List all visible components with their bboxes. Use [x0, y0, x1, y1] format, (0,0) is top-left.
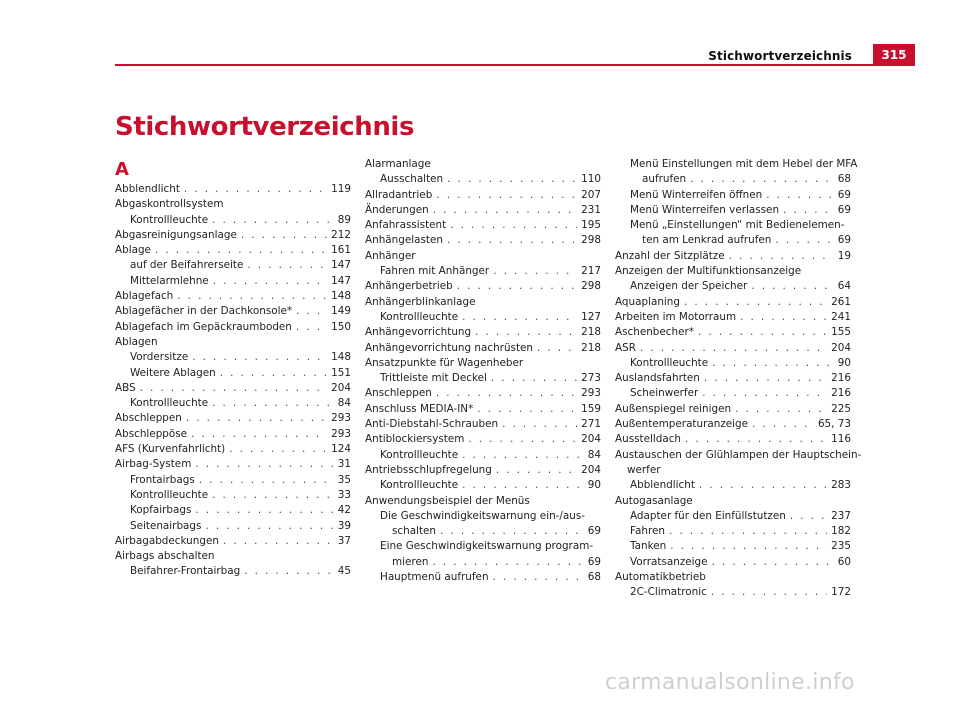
index-entry [115, 457, 351, 472]
dot-leader [447, 233, 577, 248]
index-subentry: Menü Einstellungen mit dem Hebel der MFA [630, 158, 858, 170]
page-ref: 69 [587, 525, 601, 538]
page-ref: 207 [581, 188, 601, 201]
entry-text: Menü Winterreifen verlassen [630, 203, 780, 216]
index-subentry [615, 478, 851, 493]
page-ref: 124 [331, 443, 351, 456]
entry-text: Anzahl der Sitzplätze [615, 249, 725, 262]
entry-text: Frontairbags [130, 473, 195, 486]
dot-leader [433, 203, 577, 218]
dot-leader [493, 264, 577, 279]
dot-leader [491, 371, 577, 386]
entry-text: Antiblockiersystem [365, 433, 465, 446]
page-ref: 33 [337, 488, 351, 501]
index-subentry [615, 524, 851, 539]
index-heading: Automatikbetrieb [615, 571, 706, 584]
index-entry [115, 381, 351, 396]
dot-leader [457, 279, 577, 294]
index-subentry [615, 509, 851, 524]
index-subentry [115, 488, 351, 503]
dot-leader [462, 448, 584, 463]
header-rule [115, 64, 873, 66]
index-heading: Airbags abschalten [115, 550, 215, 563]
page-ref: 148 [331, 351, 351, 364]
entry-text: Aschenbecher* [615, 326, 694, 339]
index-entry [115, 228, 351, 243]
entry-text: Anzeigen der Speicher [630, 280, 748, 293]
page-ref: 212 [331, 228, 351, 241]
index-entry [115, 442, 351, 457]
section-letter: A [115, 159, 129, 180]
dot-leader [698, 325, 827, 340]
index-entry [115, 182, 351, 197]
entry-text: Anti-Diebstahl-Schrauben [365, 418, 499, 431]
entry-text: Änderungen [365, 203, 429, 216]
page-number: 315 [873, 44, 915, 66]
page-ref: 69 [837, 234, 851, 247]
index-subentry [615, 279, 851, 294]
page-header [0, 44, 960, 68]
index-heading: Abgaskontrollsystem [115, 198, 224, 211]
index-subentry-continued [365, 555, 601, 570]
page-ref: 69 [587, 555, 601, 568]
index-subentry [615, 386, 851, 401]
dot-leader [699, 478, 827, 493]
entry-text: schalten [392, 525, 437, 538]
index-entry [615, 341, 851, 356]
index-entry [615, 417, 851, 432]
entry-text: Kontrollleuchte [130, 488, 209, 501]
page-ref: 271 [581, 418, 601, 431]
index-entry [115, 427, 351, 442]
entry-text: Seitenairbags [130, 519, 202, 532]
dot-leader [195, 503, 333, 518]
index-heading: Austauschen der Glühlampen der Hauptschein- [615, 448, 862, 461]
page-ref: 293 [581, 387, 601, 400]
dot-leader [537, 341, 577, 356]
index-subentry [615, 539, 851, 554]
entry-text: Vorratsanzeige [630, 555, 708, 568]
index-subentry [365, 371, 601, 386]
page-ref: 64 [837, 280, 851, 293]
dot-leader [704, 371, 827, 386]
page-ref: 35 [337, 473, 351, 486]
index-heading: Anzeigen der Multifunktionsanzeige [615, 265, 802, 278]
dot-leader [775, 233, 833, 248]
dot-leader [670, 539, 827, 554]
page-ref: 148 [331, 290, 351, 303]
page-ref: 69 [837, 188, 851, 201]
page-ref: 161 [331, 244, 351, 257]
page-ref: 172 [831, 586, 851, 599]
dot-leader [711, 585, 827, 600]
index-subentry [115, 274, 351, 289]
index-subentry [365, 570, 601, 585]
page-title: Stichwortverzeichnis [115, 112, 415, 142]
dot-leader [213, 274, 327, 289]
dot-leader [493, 570, 584, 585]
dot-leader [712, 555, 834, 570]
entry-text: Trittleiste mit Deckel [380, 372, 487, 385]
dot-leader [450, 218, 577, 233]
dot-leader [496, 463, 577, 478]
dot-leader [462, 310, 577, 325]
page-ref: 45 [337, 565, 351, 578]
index-entry [615, 310, 851, 325]
page-ref: 68 [837, 173, 851, 186]
entry-text: Ablagefächer in der Dachkonsole* [115, 305, 293, 318]
page-ref: 225 [831, 402, 851, 415]
index-entry [615, 402, 851, 417]
index-heading: Ablagen [115, 335, 158, 348]
entry-text: Abschleppen [115, 412, 182, 425]
page-ref: 159 [581, 402, 601, 415]
index-subentry-continued [615, 233, 851, 248]
dot-leader [296, 304, 327, 319]
dot-leader [475, 325, 577, 340]
dot-leader [436, 386, 577, 401]
entry-text: Anhängevorrichtung nachrüsten [365, 341, 533, 354]
entry-text: Auslandsfahrten [615, 372, 700, 385]
index-entry [365, 463, 601, 478]
index-subentry [365, 478, 601, 493]
index-column-1 [115, 157, 351, 580]
index-entry [365, 218, 601, 233]
dot-leader [195, 457, 333, 472]
index-heading: Autogasanlage [615, 494, 693, 507]
entry-text: Mittelarmlehne [130, 274, 209, 287]
entry-text: Ablagefach [115, 290, 174, 303]
entry-text: ASR [615, 341, 636, 354]
page-ref: 127 [581, 310, 601, 323]
page-ref: 298 [581, 234, 601, 247]
entry-text: Airbag-System [115, 458, 192, 471]
page-ref: 204 [581, 433, 601, 446]
entry-text: Ablagefach im Gepäckraumboden [115, 320, 292, 333]
page-ref: 68 [587, 571, 601, 584]
index-heading: Anwendungsbeispiel der Menüs [365, 494, 530, 507]
index-entry [615, 325, 851, 340]
dot-leader [783, 203, 834, 218]
dot-leader [140, 381, 328, 396]
dot-leader [212, 396, 334, 411]
page-ref: 39 [337, 519, 351, 532]
dot-leader [684, 295, 827, 310]
entry-text: aufrufen [642, 173, 687, 186]
entry-text: Ablage [115, 244, 151, 257]
page-ref: 37 [337, 534, 351, 547]
header-title: Stichwortverzeichnis [708, 49, 852, 63]
index-subentry [615, 555, 851, 570]
index-entry [115, 320, 351, 335]
index-entry [365, 279, 601, 294]
page-ref: 42 [337, 504, 351, 517]
entry-text: Antriebsschlupfregelung [365, 463, 492, 476]
dot-leader [296, 320, 327, 335]
index-entry [365, 402, 601, 417]
index-subentry-continued [615, 172, 851, 187]
index-subentry: Die Geschwindigkeitswarnung ein-/aus- [380, 509, 586, 522]
index-entry [615, 432, 851, 447]
dot-leader [462, 478, 584, 493]
dot-leader [685, 432, 827, 447]
entry-text: Scheinwerfer [630, 387, 699, 400]
page-ref: 147 [331, 274, 351, 287]
entry-text: Abschleppöse [115, 427, 188, 440]
dot-leader [212, 213, 334, 228]
entry-text: Weitere Ablagen [130, 366, 216, 379]
dot-leader [440, 524, 584, 539]
entry-text: Anhängelasten [365, 234, 443, 247]
index-heading: Anhänger [365, 249, 416, 262]
dot-leader [247, 258, 327, 273]
dot-leader [740, 310, 827, 325]
index-subentry [115, 519, 351, 534]
dot-leader [502, 417, 577, 432]
page-ref: 31 [337, 458, 351, 471]
entry-text: mieren [392, 555, 429, 568]
index-subentry [615, 188, 851, 203]
index-entry [365, 233, 601, 248]
index-column-2 [365, 157, 601, 585]
index-subentry-continued [365, 524, 601, 539]
index-heading: Ansatzpunkte für Wagenheber [365, 356, 524, 369]
dot-leader [712, 356, 834, 371]
page-ref: 69 [837, 203, 851, 216]
dot-leader [690, 172, 834, 187]
index-subentry [615, 585, 851, 600]
page-ref: 283 [831, 479, 851, 492]
entry-text: Beifahrer-Frontairbag [130, 565, 241, 578]
entry-text: Ausschalten [380, 173, 444, 186]
page-ref: 155 [831, 326, 851, 339]
index-entry [115, 243, 351, 258]
index-subentry [365, 448, 601, 463]
page-ref: 216 [831, 372, 851, 385]
page-ref: 147 [331, 259, 351, 272]
entry-text: Abblendlicht [115, 183, 180, 195]
index-subentry [115, 564, 351, 579]
dot-leader [212, 488, 334, 503]
entry-text: Menü Winterreifen öffnen [630, 188, 763, 201]
entry-text: Außenspiegel reinigen [615, 402, 732, 415]
index-subentry [365, 310, 601, 325]
dot-leader [223, 534, 334, 549]
index-heading-continued: werfer [627, 463, 661, 476]
entry-text: Fahren [630, 525, 665, 538]
entry-text: Aquaplaning [615, 295, 680, 308]
entry-text: Kontrollleuchte [380, 448, 459, 461]
page-ref: 19 [837, 249, 851, 262]
page-ref: 218 [581, 326, 601, 339]
index-subentry [365, 172, 601, 187]
index-entry [115, 534, 351, 549]
page-ref: 298 [581, 280, 601, 293]
index-entry [365, 203, 601, 218]
entry-text: ABS [115, 381, 136, 394]
entry-text: Kontrollleuchte [380, 479, 459, 492]
entry-text: Anhängevorrichtung [365, 326, 472, 339]
dot-leader [155, 243, 327, 258]
index-entry [365, 188, 601, 203]
index-entry [115, 411, 351, 426]
index-subentry: Menü „Einstellungen“ mit Bedienelemen- [630, 219, 845, 232]
entry-text: Kontrollleuchte [130, 397, 209, 410]
entry-text: Tanken [630, 540, 667, 553]
page-ref: 273 [581, 372, 601, 385]
page-ref: 90 [587, 479, 601, 492]
index-subentry [115, 473, 351, 488]
dot-leader [184, 182, 327, 197]
entry-text: Arbeiten im Motorraum [615, 310, 737, 323]
entry-text: Anschleppen [365, 387, 432, 400]
page-ref: 216 [831, 387, 851, 400]
dot-leader [702, 386, 827, 401]
index-entry [615, 249, 851, 264]
page-ref: 84 [337, 397, 351, 410]
entry-text: auf der Beifahrerseite [130, 259, 244, 272]
index-entry [365, 432, 601, 447]
index-entry [615, 371, 851, 386]
page-ref: 119 [331, 183, 351, 195]
entry-text: Kontrollleuchte [380, 310, 459, 323]
index-entry [365, 341, 601, 356]
index-subentry [115, 366, 351, 381]
page-ref: 293 [331, 412, 351, 425]
dot-leader [220, 366, 327, 381]
dot-leader [432, 555, 583, 570]
dot-leader [244, 564, 334, 579]
page-ref: 231 [581, 203, 601, 216]
dot-leader [447, 172, 577, 187]
page-ref: 204 [581, 463, 601, 476]
entry-text: Fahren mit Anhänger [380, 265, 490, 278]
page-ref: 151 [331, 366, 351, 379]
dot-leader [751, 279, 833, 294]
dot-leader [177, 289, 327, 304]
dot-leader [191, 427, 327, 442]
entry-text: Hauptmenü aufrufen [380, 571, 489, 584]
index-subentry [115, 350, 351, 365]
entry-text: Ausstelldach [615, 433, 682, 446]
page-ref: 116 [831, 433, 851, 446]
entry-text: Kopfairbags [130, 504, 192, 517]
page-ref: 150 [331, 320, 351, 333]
page-ref: 149 [331, 305, 351, 318]
dot-leader [192, 350, 327, 365]
dot-leader [199, 473, 334, 488]
dot-leader [752, 417, 814, 432]
page-ref: 195 [581, 219, 601, 232]
entry-text: 2C-Climatronic [630, 586, 707, 599]
dot-leader [186, 411, 327, 426]
page-ref: 204 [331, 381, 351, 394]
entry-text: Adapter für den Einfüllstutzen [630, 509, 786, 522]
entry-text: Kontrollleuchte [630, 356, 709, 369]
entry-text: Abgasreinigungsanlage [115, 228, 237, 241]
dot-leader [790, 509, 827, 524]
page-ref: 182 [831, 525, 851, 538]
entry-text: Außentemperaturanzeige [615, 418, 749, 431]
dot-leader [477, 402, 577, 417]
page-ref: 235 [831, 540, 851, 553]
entry-text: Airbagabdeckungen [115, 534, 219, 547]
entry-text: Abblendlicht [630, 479, 695, 492]
page-ref: 204 [831, 341, 851, 354]
page-ref: 84 [587, 448, 601, 461]
index-subentry [615, 203, 851, 218]
dot-leader [735, 402, 827, 417]
index-subentry [615, 356, 851, 371]
dot-leader [241, 228, 327, 243]
index-subentry [365, 264, 601, 279]
dot-leader [729, 249, 834, 264]
index-subentry [115, 213, 351, 228]
entry-text: Allradantrieb [365, 188, 433, 201]
index-subentry [115, 258, 351, 273]
index-heading: Anhängerblinkanlage [365, 295, 476, 308]
page-ref: 237 [831, 509, 851, 522]
page-ref: 90 [837, 356, 851, 369]
dot-leader [669, 524, 827, 539]
entry-text: Anfahrassistent [365, 219, 447, 232]
dot-leader [229, 442, 327, 457]
entry-text: Kontrollleuchte [130, 213, 209, 226]
dot-leader [436, 188, 577, 203]
page-ref: 261 [831, 295, 851, 308]
dot-leader [766, 188, 834, 203]
index-subentry [115, 503, 351, 518]
watermark: carmanualsonline.info [605, 670, 855, 695]
index-heading: Alarmanlage [365, 158, 431, 170]
page-ref: 218 [581, 341, 601, 354]
entry-text: Anhängerbetrieb [365, 280, 453, 293]
index-entry [115, 304, 351, 319]
index-entry [365, 325, 601, 340]
dot-leader [468, 432, 577, 447]
page-ref: 241 [831, 310, 851, 323]
page-ref: 110 [581, 173, 601, 186]
dot-leader [205, 519, 333, 534]
index-entry [615, 295, 851, 310]
entry-text: Anschluss MEDIA-IN* [365, 402, 474, 415]
page-ref: 293 [331, 427, 351, 440]
page-ref: 217 [581, 265, 601, 278]
index-subentry: Eine Geschwindigkeitswarnung program- [380, 540, 594, 553]
dot-leader [640, 341, 827, 356]
entry-text: Vordersitze [130, 351, 189, 364]
index-entry [365, 417, 601, 432]
page-ref: 65, 73 [817, 418, 851, 431]
index-column-3 [615, 157, 862, 601]
index-entry [365, 386, 601, 401]
page-ref: 60 [837, 555, 851, 568]
page-ref: 89 [337, 213, 351, 226]
entry-text: ten am Lenkrad aufrufen [642, 234, 772, 247]
entry-text: AFS (Kurvenfahrlicht) [115, 443, 226, 456]
index-entry [115, 289, 351, 304]
index-subentry [115, 396, 351, 411]
